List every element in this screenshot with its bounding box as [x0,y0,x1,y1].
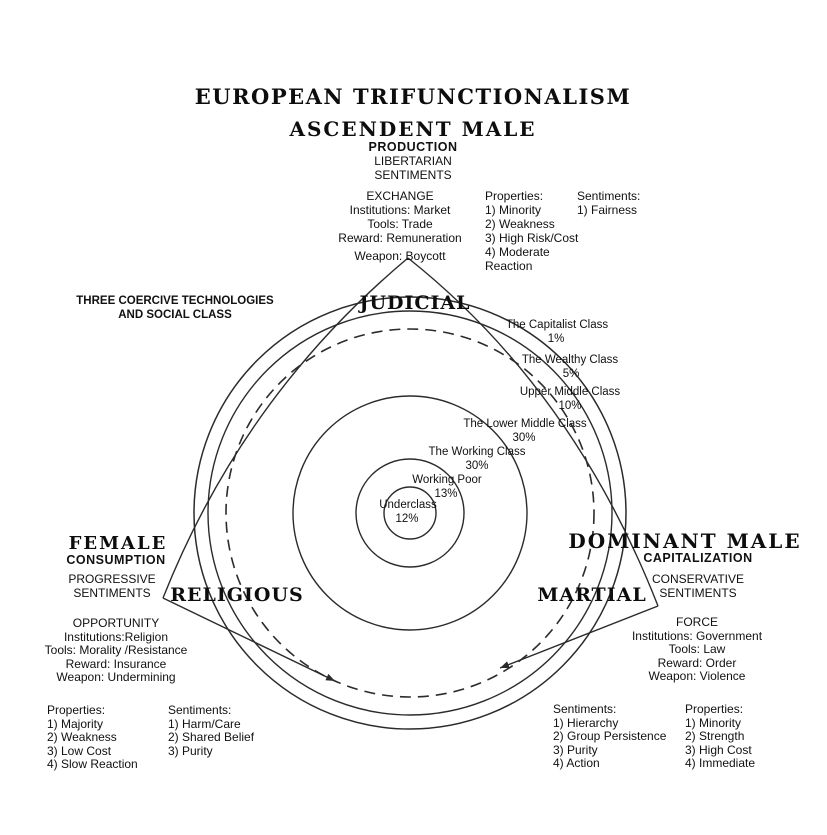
property-item: 1) Minority [485,203,542,217]
property-item: 2) Weakness [47,730,117,744]
left-domain-label: CONSUMPTION [66,553,166,567]
class-pct: 30% [512,432,536,444]
property-item: 2) Weakness [485,217,555,231]
legend-line-1: THREE COERCIVE TECHNOLOGIES [76,295,274,307]
class-label: The Capitalist Class [505,319,609,331]
vertex-martial: MARTIAL [537,584,647,606]
mechanism-line: Tools: Trade [367,217,433,231]
class-pct: 30% [465,460,489,472]
mechanism-name: OPPORTUNITY [72,616,160,630]
mechanism-line: Institutions: Market [349,203,451,217]
property-item: 3) High Cost [685,742,752,757]
sentiments-label: Sentiments: [553,702,617,716]
class-label: Underclass [379,499,437,511]
sentiment-item: 3) Purity [553,742,598,757]
class-pct: 12% [395,513,419,525]
class-pct: 1% [547,333,565,345]
top-properties-list [485,189,581,273]
mechanism-line: Institutions:Religion [63,629,169,644]
bottom-left-arrowhead-icon [325,674,335,681]
property-item: 1) Minority [685,715,742,730]
vertex-judicial: JUDICIAL [359,292,471,314]
left-sentiments-list [168,704,254,758]
mechanism-weapon: Weapon: Boycott [354,249,446,263]
top-role-heading: ASCENDENT MALE [289,117,537,141]
legend-line-2: AND SOCIAL CLASS [118,309,232,321]
property-item: 2) Strength [685,729,745,743]
mechanism-line: Tools: Morality /Resistance [44,643,188,657]
right-sentiment-line: CONSERVATIVE [651,572,745,586]
mechanism-line: Reward: Order [657,655,737,670]
properties-label: Properties: [685,702,744,716]
page-title: EUROPEAN TRIFUNCTIONALISM [194,84,632,109]
triangle-bottom-left-arrow-line [163,598,335,681]
top-sentiment-line: LIBERTARIAN [374,154,452,168]
mechanism-line: Reward: Insurance [65,656,167,671]
class-pct: 10% [558,400,582,412]
sentiment-item: 1) Fairness [577,203,638,217]
sentiment-item: 4) Action [553,756,600,770]
right-mechanism-block [632,616,762,684]
mechanism-line: Weapon: Undermining [56,670,176,684]
right-domain-label: CAPITALIZATION [643,551,753,565]
top-domain-label: PRODUCTION [368,140,458,154]
left-sentiment-line: PROGRESSIVE [68,572,156,586]
class-pct: 13% [434,488,458,500]
vertex-religious: RELIGIOUS [170,584,304,606]
left-mechanism-block [45,617,188,685]
sentiment-item: 2) Group Persistence [553,729,667,743]
sentiment-item: 2) Shared Belief [168,730,255,744]
sentiment-item: 1) Harm/Care [168,716,241,731]
sentiment-item: 3) Purity [168,743,213,758]
right-sentiment-line: SENTIMENTS [659,586,737,600]
top-sentiment-lines [374,154,452,182]
mechanism-line: Weapon: Violence [648,669,746,683]
left-properties-list [47,704,138,772]
mechanism-line: Reward: Remuneration [338,231,462,245]
right-role-heading: DOMINANT MALE [568,529,802,553]
class-label: The Working Class [428,446,526,458]
property-item: 4) Moderate Reaction [485,245,550,273]
property-item: 3) Low Cost [47,743,112,758]
properties-label: Properties: [47,703,106,717]
class-label: Upper Middle Class [519,386,621,398]
sentiment-item: 1) Hierarchy [553,715,619,730]
mechanism-line: Institutions: Government [631,628,763,643]
left-sentiment-line: SENTIMENTS [73,586,151,600]
sentiments-label: Sentiments: [577,189,641,203]
left-role-heading: FEMALE [68,533,168,554]
right-sentiment-lines [652,572,744,600]
right-properties-list [685,703,755,771]
bottom-right-arrowhead-icon [500,661,510,668]
class-label: The Lower Middle Class [463,418,587,430]
top-sentiments-list [577,189,640,217]
property-item: 4) Immediate [685,756,756,770]
properties-label: Properties: [485,189,544,203]
class-label: The Wealthy Class [521,354,619,366]
class-label: Working Poor [412,474,482,486]
right-sentiments-list [553,703,666,771]
property-item: 4) Slow Reaction [47,757,138,771]
property-item: 1) Majority [47,716,104,731]
top-mechanism-block [338,189,461,263]
mechanism-name: FORCE [676,615,718,629]
left-sentiment-lines [68,572,155,600]
mechanism-name: EXCHANGE [366,189,434,203]
class-pct: 5% [562,368,580,380]
sentiments-label: Sentiments: [168,703,232,717]
mechanism-line: Tools: Law [668,642,726,656]
property-item: 3) High Risk/Cost [485,231,579,245]
top-sentiment-line: SENTIMENTS [374,168,452,182]
